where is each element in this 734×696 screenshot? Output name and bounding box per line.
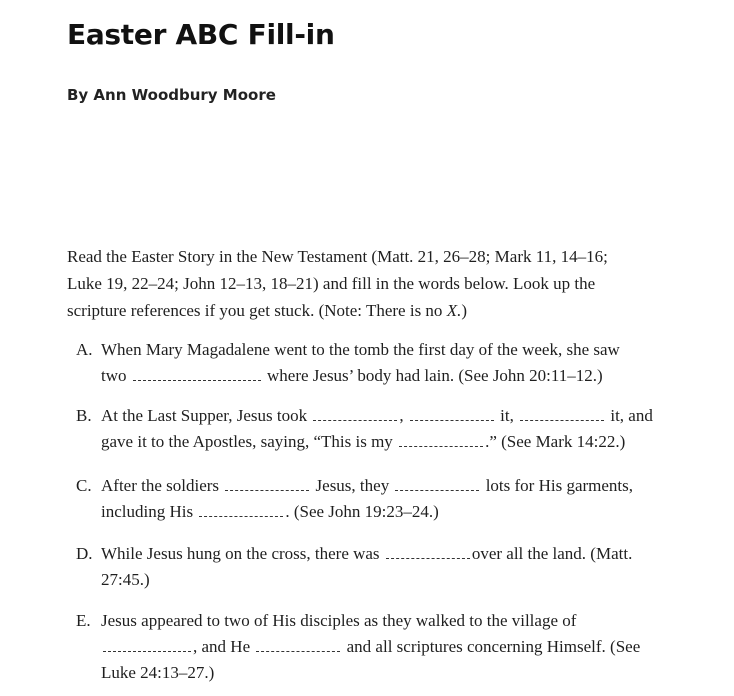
question-text: it, and <box>610 406 653 425</box>
question-a <box>76 337 716 389</box>
instructions-line: Luke 19, 22–24; John 12–13, 18–21) and fill in the words below. Look up the <box>67 274 596 293</box>
question-b <box>76 403 716 455</box>
question-text: and all scriptures concerning Himself. (See <box>346 637 641 656</box>
question-letter: B. <box>76 406 92 425</box>
answer-blank[interactable] <box>199 501 283 517</box>
answer-blank[interactable] <box>395 475 479 491</box>
answer-blank[interactable] <box>386 543 470 559</box>
author-byline: By Ann Woodbury Moore <box>67 86 276 104</box>
question-text: where Jesus’ body had lain. (See John 20:11–12.) <box>267 366 603 385</box>
question-text: it, <box>500 406 514 425</box>
question-text: lots for His garments, <box>485 476 634 495</box>
question-text: over all the land. (Matt. <box>471 544 633 563</box>
answer-blank[interactable] <box>520 405 604 421</box>
question-c <box>76 473 716 525</box>
instructions-text: scripture references if you get stuck. (Note: There is no <box>67 301 447 320</box>
question-text: 27:45.) <box>101 570 150 589</box>
question-text: While Jesus hung on the cross, there was <box>101 544 380 563</box>
answer-blank[interactable] <box>103 636 191 652</box>
question-text: Luke 24:13–27.) <box>101 663 215 682</box>
answer-blank[interactable] <box>399 431 483 447</box>
question-letter: C. <box>76 476 92 495</box>
question-text: When Mary Magadalene went to the tomb the first day of the week, she saw <box>101 340 620 359</box>
answer-blank[interactable] <box>410 405 494 421</box>
instructions-text: ) <box>461 301 467 320</box>
question-text: , and He <box>193 637 251 656</box>
question-text: , <box>399 406 404 425</box>
question-text: .” (See Mark 14:22.) <box>485 432 626 451</box>
question-text: two <box>101 366 127 385</box>
question-letter: A. <box>76 340 93 359</box>
instructions-line: Read the Easter Story in the New Testament (Matt. 21, 26–28; Mark 11, 14–16; <box>67 247 608 266</box>
question-d <box>76 541 716 593</box>
question-text: . (See John 19:23–24.) <box>285 502 439 521</box>
question-e <box>76 608 716 686</box>
instructions-paragraph <box>67 243 707 324</box>
answer-blank[interactable] <box>225 475 309 491</box>
question-text: At the Last Supper, Jesus took <box>101 406 308 425</box>
answer-blank[interactable] <box>256 636 340 652</box>
page-title: Easter ABC Fill-in <box>67 18 335 51</box>
question-text: Jesus appeared to two of His disciples as they walked to the village of <box>101 611 577 630</box>
question-text: Jesus, they <box>315 476 390 495</box>
question-text: After the soldiers <box>101 476 220 495</box>
answer-blank[interactable] <box>313 405 397 421</box>
question-letter: E. <box>76 611 91 630</box>
answer-blank[interactable] <box>133 365 261 381</box>
instructions-line <box>67 297 707 324</box>
question-text: including His <box>101 502 194 521</box>
question-letter: D. <box>76 544 93 563</box>
question-text: gave it to the Apostles, saying, “This is my <box>101 432 393 451</box>
instructions-italic-letter: X. <box>446 301 462 320</box>
